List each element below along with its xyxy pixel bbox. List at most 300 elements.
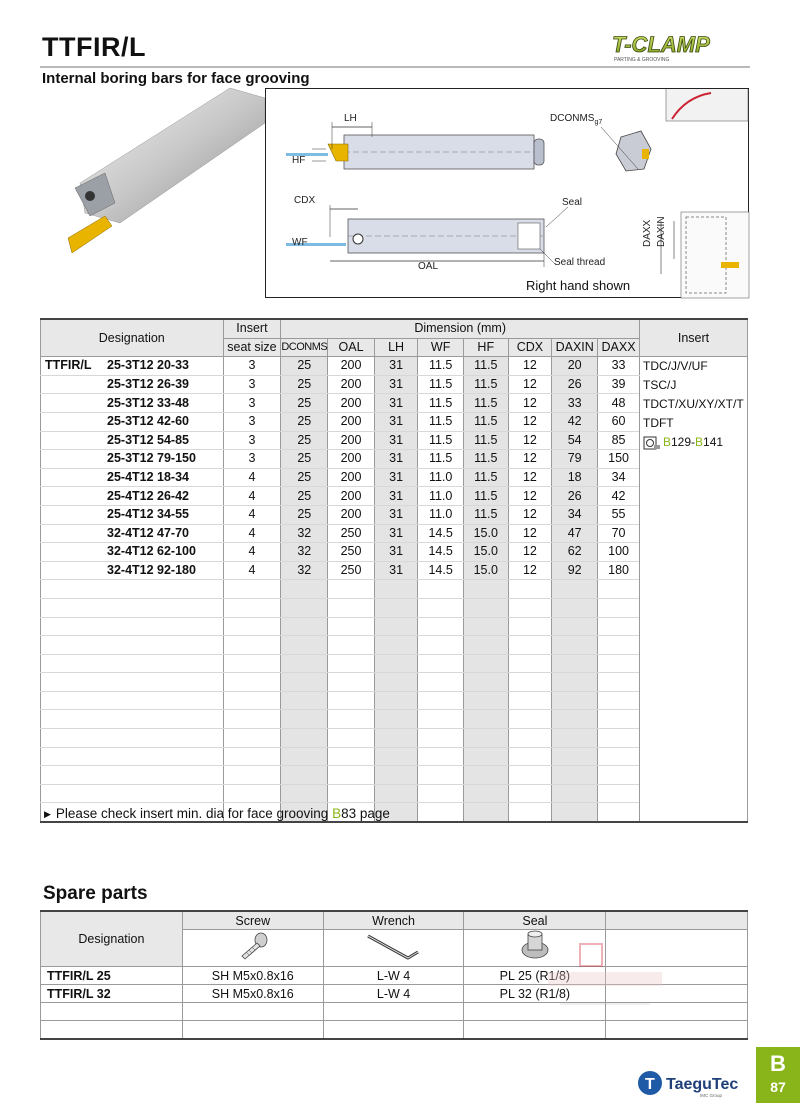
dimension-cell-lh: 31 (374, 487, 418, 506)
page-title: TTFIR/L (42, 32, 146, 62)
wrench-icon-cell (323, 930, 464, 967)
dimension-cell-cdx (508, 784, 552, 803)
header-daxx: DAXX (598, 338, 640, 357)
designation-code: 25-4T12 34-55 (107, 507, 190, 522)
label-daxx: DAXX (642, 219, 653, 247)
dimension-cell-daxx: 70 (598, 524, 640, 543)
dimension-cell-daxx: 33 (598, 357, 640, 376)
dimension-cell-lh: 31 (374, 524, 418, 543)
spare-wrench-cell (323, 1003, 464, 1021)
seat-size-cell (223, 654, 281, 673)
dimension-cell-daxin: 54 (552, 431, 598, 450)
header-hf: HF (463, 338, 508, 357)
dimension-cell-daxin: 26 (552, 487, 598, 506)
designation-code: 25-3T12 54-85 (107, 432, 190, 447)
dimension-cell-cdx (508, 617, 552, 636)
designation-cell (41, 412, 224, 431)
designation-cell (41, 747, 224, 766)
dimension-cell-oal (328, 710, 375, 729)
dimension-cell-dconms (281, 710, 328, 729)
seat-size-cell: 4 (223, 561, 281, 580)
dimension-cell-oal (328, 654, 375, 673)
dimension-cell-lh (374, 636, 418, 655)
page-subtitle: Internal boring bars for face grooving (42, 70, 310, 87)
dimension-cell-wf: 14.5 (418, 561, 464, 580)
dimension-cell-oal (328, 598, 375, 617)
dimension-cell-daxin: 79 (552, 450, 598, 469)
dimension-cell-oal (328, 673, 375, 692)
dimension-cell-hf (463, 673, 508, 692)
dimension-cell-oal: 250 (328, 561, 375, 580)
dimension-cell-cdx (508, 580, 552, 599)
label-lh: LH (344, 113, 357, 124)
section-letter: B (770, 1051, 786, 1076)
insert-type: TSC/J (642, 378, 677, 393)
designation-cell (41, 598, 224, 617)
designation-cell (41, 524, 224, 543)
label-cdx: CDX (294, 195, 316, 206)
dimension-cell-daxx (598, 598, 640, 617)
dimension-cell-daxx: 85 (598, 431, 640, 450)
header-lh: LH (374, 338, 418, 357)
t-clamp-logo (608, 30, 750, 66)
spare-screw-cell: SH M5x0.8x16 (182, 967, 323, 985)
designation-cell (41, 505, 224, 524)
dimension-cell-daxx: 55 (598, 505, 640, 524)
dimension-cell-oal (328, 766, 375, 785)
label-dconms-text: DCONMS (550, 113, 595, 124)
spare-header-screw: Screw (182, 911, 323, 930)
header-insert: Insert (639, 319, 747, 357)
dimension-cell-daxx (598, 710, 640, 729)
footnote-page: 83 page (341, 806, 390, 821)
dimension-cell-hf (463, 580, 508, 599)
dimension-cell-daxx: 48 (598, 394, 640, 413)
spare-header-designation: Designation (41, 911, 183, 967)
dimension-cell-oal: 200 (328, 375, 375, 394)
insert-type: TDFT (642, 416, 674, 431)
dimension-cell-lh: 31 (374, 505, 418, 524)
dimension-cell-oal (328, 580, 375, 599)
dimension-cell-dconms: 32 (281, 543, 328, 562)
dimension-cell-dconms: 25 (281, 412, 328, 431)
dimension-cell-daxin: 34 (552, 505, 598, 524)
dimension-cell-cdx (508, 747, 552, 766)
dimension-cell-cdx: 12 (508, 524, 552, 543)
dimension-cell-dconms (281, 691, 328, 710)
dimension-cell-wf: 11.5 (418, 450, 464, 469)
dimension-cell-wf (418, 691, 464, 710)
label-seal: Seal (562, 197, 583, 208)
dimension-cell-oal (328, 747, 375, 766)
ref-page: 141 (703, 435, 724, 450)
dimension-cell-wf (418, 580, 464, 599)
dimension-cell-cdx (508, 636, 552, 655)
designation-code: 32-4T12 62-100 (107, 544, 196, 559)
dimension-cell-lh (374, 710, 418, 729)
dimension-cell-daxx (598, 691, 640, 710)
spare-designation-cell: TTFIR/L 32 (41, 985, 183, 1003)
dimension-cell-wf: 14.5 (418, 543, 464, 562)
designation-code: 32-4T12 92-180 (107, 563, 196, 578)
dimension-cell-hf: 15.0 (463, 561, 508, 580)
designation-cell (41, 580, 224, 599)
dimension-cell-cdx (508, 766, 552, 785)
header-insert-seat-size-line1: Insert (223, 319, 281, 338)
dimension-cell-lh: 31 (374, 375, 418, 394)
header-insert-seat-size-line2: seat size (223, 338, 281, 357)
dimension-cell-daxx: 39 (598, 375, 640, 394)
seat-size-cell: 4 (223, 468, 281, 487)
dimension-cell-hf: 15.0 (463, 543, 508, 562)
dimension-cell-lh: 31 (374, 561, 418, 580)
insert-page-reference[interactable] (643, 433, 747, 452)
dimension-cell-cdx (508, 598, 552, 617)
dimension-cell-lh (374, 617, 418, 636)
dimension-cell-hf: 11.5 (463, 394, 508, 413)
spare-empty-cell (606, 1021, 748, 1040)
dimension-cell-dconms: 25 (281, 505, 328, 524)
dimension-cell-cdx: 12 (508, 431, 552, 450)
table-row (41, 357, 748, 376)
seat-size-cell (223, 729, 281, 748)
designation-cell (41, 636, 224, 655)
dimension-cell-daxx (598, 803, 640, 822)
dimension-cell-oal (328, 617, 375, 636)
spare-parts-title: Spare parts (43, 883, 148, 904)
triangle-bullet-icon: ▶ (44, 809, 51, 819)
insert-compatibility-cell (639, 357, 747, 822)
dimension-cell-wf (418, 673, 464, 692)
dimension-cell-oal: 200 (328, 431, 375, 450)
designation-cell (41, 710, 224, 729)
spare-header-wrench: Wrench (323, 911, 464, 930)
dimension-cell-daxin (552, 766, 598, 785)
dimension-cell-wf: 11.5 (418, 412, 464, 431)
dimension-cell-hf (463, 691, 508, 710)
label-dconms-tolerance: g7 (594, 119, 603, 126)
dimension-cell-daxin: 92 (552, 561, 598, 580)
dimension-cell-cdx: 12 (508, 505, 552, 524)
dimension-cell-hf: 11.5 (463, 431, 508, 450)
designation-cell (41, 691, 224, 710)
dimension-cell-daxin (552, 729, 598, 748)
designation-cell (41, 561, 224, 580)
designation-code: 25-4T12 26-42 (107, 488, 190, 503)
dimension-cell-daxin (552, 654, 598, 673)
dimension-cell-wf (418, 803, 464, 822)
designation-code: 25-3T12 26-39 (107, 377, 190, 392)
designation-code: 32-4T12 47-70 (107, 525, 190, 540)
dimension-cell-cdx: 12 (508, 375, 552, 394)
spare-screw-cell (182, 1003, 323, 1021)
designation-cell (41, 766, 224, 785)
seat-size-cell (223, 636, 281, 655)
dimension-cell-daxin (552, 747, 598, 766)
dimension-cell-dconms (281, 673, 328, 692)
dimension-cell-daxin (552, 636, 598, 655)
header-oal: OAL (328, 338, 375, 357)
title-divider (40, 66, 750, 68)
designation-cell (41, 729, 224, 748)
seat-size-cell: 3 (223, 412, 281, 431)
seat-size-cell: 3 (223, 431, 281, 450)
dimension-cell-daxin (552, 580, 598, 599)
insert-type: TDC/J/V/UF (642, 359, 708, 374)
spare-wrench-cell (323, 1021, 464, 1040)
spare-wrench-cell: L-W 4 (323, 967, 464, 985)
label-hf: HF (292, 155, 306, 166)
dimension-cell-wf (418, 710, 464, 729)
dimension-cell-daxin: 20 (552, 357, 598, 376)
dimension-cell-wf: 11.0 (418, 487, 464, 506)
dimension-cell-daxx: 60 (598, 412, 640, 431)
dimension-cell-oal: 250 (328, 543, 375, 562)
spare-header-empty (606, 911, 748, 930)
dimension-cell-wf (418, 654, 464, 673)
dimension-cell-daxin (552, 617, 598, 636)
watermark-logo (540, 940, 670, 1015)
dimension-cell-oal: 200 (328, 357, 375, 376)
ref-letter: B (695, 435, 704, 450)
footnote-ref-letter: B (332, 806, 342, 821)
seat-size-cell (223, 691, 281, 710)
dimension-cell-lh: 31 (374, 412, 418, 431)
dimension-cell-wf (418, 636, 464, 655)
seat-size-cell (223, 617, 281, 636)
spare-header-seal: Seal (464, 911, 606, 930)
svg-text:T: T (645, 1076, 655, 1093)
seat-size-cell: 3 (223, 394, 281, 413)
dimension-cell-hf: 11.5 (463, 505, 508, 524)
designation-cell (41, 431, 224, 450)
dimension-cell-daxin (552, 784, 598, 803)
dimension-cell-daxx: 150 (598, 450, 640, 469)
designation-cell (41, 357, 224, 376)
dimension-cell-daxx: 100 (598, 543, 640, 562)
dimension-cell-lh: 31 (374, 543, 418, 562)
dimension-cell-wf: 11.0 (418, 505, 464, 524)
dimension-cell-cdx (508, 654, 552, 673)
dimension-cell-hf: 11.5 (463, 487, 508, 506)
dimension-cell-hf: 11.5 (463, 375, 508, 394)
dimension-cell-hf (463, 654, 508, 673)
dimension-cell-wf: 11.5 (418, 394, 464, 413)
dimension-cell-dconms: 25 (281, 394, 328, 413)
dimension-cell-daxin: 26 (552, 375, 598, 394)
dimension-cell-dconms: 25 (281, 487, 328, 506)
designation-cell (41, 617, 224, 636)
dimension-cell-wf: 11.5 (418, 357, 464, 376)
seat-size-cell: 3 (223, 357, 281, 376)
dimension-cell-daxx: 34 (598, 468, 640, 487)
dimension-cell-lh (374, 729, 418, 748)
dimension-cell-oal (328, 784, 375, 803)
dimension-cell-oal (328, 691, 375, 710)
tool-photo (60, 88, 265, 268)
dimension-cell-lh: 31 (374, 357, 418, 376)
spare-screw-cell: SH M5x0.8x16 (182, 985, 323, 1003)
designation-cell (41, 543, 224, 562)
dimension-cell-daxin (552, 691, 598, 710)
seat-size-cell: 4 (223, 524, 281, 543)
dimension-cell-oal: 200 (328, 394, 375, 413)
logo-text: T-CLAMP (612, 32, 710, 57)
designation-code: 25-3T12 79-150 (107, 451, 196, 466)
spare-screw-cell (182, 1021, 323, 1040)
dimension-cell-dconms: 25 (281, 431, 328, 450)
dimension-cell-hf: 11.5 (463, 468, 508, 487)
dimension-cell-lh: 31 (374, 394, 418, 413)
dimension-cell-daxx (598, 766, 640, 785)
dimension-cell-cdx: 12 (508, 468, 552, 487)
designation-cell (41, 394, 224, 413)
designation-cell (41, 450, 224, 469)
dimension-cell-dconms (281, 729, 328, 748)
dimension-cell-daxx (598, 673, 640, 692)
seat-size-cell (223, 580, 281, 599)
dimension-cell-lh (374, 766, 418, 785)
spare-designation-cell (41, 1003, 183, 1021)
dimension-cell-daxin: 33 (552, 394, 598, 413)
label-oal: OAL (418, 261, 439, 272)
dimension-cell-lh (374, 747, 418, 766)
dimension-cell-wf: 11.0 (418, 468, 464, 487)
dimension-cell-wf (418, 617, 464, 636)
designation-cell (41, 784, 224, 803)
dimension-cell-daxin: 47 (552, 524, 598, 543)
footnote-text: Please check insert min. dia for face grooving (55, 806, 333, 821)
dimension-cell-hf (463, 784, 508, 803)
designation-cell (41, 654, 224, 673)
label-daxin: DAXIN (656, 216, 667, 247)
screw-icon (233, 931, 273, 961)
dimension-cell-dconms (281, 580, 328, 599)
seat-size-cell: 4 (223, 543, 281, 562)
dimension-cell-oal: 200 (328, 468, 375, 487)
dimension-cell-daxx: 42 (598, 487, 640, 506)
page-number: 87 (770, 1079, 786, 1095)
label-wf: WF (292, 237, 308, 248)
header-wf: WF (418, 338, 464, 357)
dimension-cell-cdx (508, 710, 552, 729)
dimension-cell-oal (328, 636, 375, 655)
dimension-cell-wf (418, 784, 464, 803)
dimension-cell-wf (418, 729, 464, 748)
designation-code: 25-3T12 33-48 (107, 395, 190, 410)
dimension-cell-dconms (281, 636, 328, 655)
dimension-cell-lh (374, 654, 418, 673)
dimension-cell-daxx (598, 636, 640, 655)
dimension-cell-cdx: 12 (508, 487, 552, 506)
dimension-cell-wf (418, 598, 464, 617)
header-daxin: DAXIN (552, 338, 598, 357)
dimension-cell-hf: 11.5 (463, 357, 508, 376)
dimension-cell-cdx (508, 691, 552, 710)
dimension-cell-lh: 31 (374, 450, 418, 469)
seat-size-cell: 4 (223, 505, 281, 524)
brand-name: TaeguTec (666, 1076, 739, 1093)
dimension-cell-hf (463, 766, 508, 785)
dimension-cell-hf (463, 598, 508, 617)
dimension-cell-daxx (598, 617, 640, 636)
dimension-cell-oal: 200 (328, 487, 375, 506)
dimension-cell-daxin (552, 803, 598, 822)
designation-cell (41, 487, 224, 506)
dimension-cell-hf (463, 729, 508, 748)
ref-page: 129- (671, 435, 696, 450)
dimension-cell-lh (374, 673, 418, 692)
spare-seal-cell: PL 32 (R1/8) (464, 985, 606, 1003)
dimension-cell-daxx (598, 784, 640, 803)
seat-size-cell (223, 747, 281, 766)
dimension-cell-dconms (281, 654, 328, 673)
dimension-cell-wf (418, 747, 464, 766)
dimension-cell-hf: 11.5 (463, 412, 508, 431)
label-seal-thread: Seal thread (554, 257, 606, 268)
designation-code: 25-3T12 42-60 (107, 414, 190, 429)
dimension-cell-lh: 31 (374, 468, 418, 487)
catalog-reference-icon (643, 436, 661, 450)
dimension-cell-hf (463, 617, 508, 636)
designation-prefix: TTFIR/L (45, 358, 92, 373)
dimension-cell-oal: 200 (328, 412, 375, 431)
dimension-cell-wf (418, 766, 464, 785)
ref-letter: B (662, 435, 671, 450)
seat-size-cell: 3 (223, 375, 281, 394)
seat-size-cell (223, 784, 281, 803)
dimension-cell-daxx: 180 (598, 561, 640, 580)
dimension-cell-cdx: 12 (508, 450, 552, 469)
seat-size-cell (223, 766, 281, 785)
spare-designation-cell: TTFIR/L 25 (41, 967, 183, 985)
label-dconms (550, 113, 602, 126)
spare-seal-cell (464, 1021, 606, 1040)
header-cdx: CDX (508, 338, 552, 357)
dimension-cell-hf (463, 636, 508, 655)
brand-subtitle: IMC Group (700, 1093, 723, 1098)
dimension-cell-hf: 11.5 (463, 450, 508, 469)
dimension-cell-dconms: 25 (281, 357, 328, 376)
designation-cell (41, 468, 224, 487)
dimension-cell-oal (328, 729, 375, 748)
dimension-cell-dconms (281, 747, 328, 766)
dimension-cell-wf: 14.5 (418, 524, 464, 543)
seat-size-cell (223, 598, 281, 617)
logo-tagline: PARTING & GROOVING (614, 57, 670, 63)
dimension-cell-daxin: 18 (552, 468, 598, 487)
dimension-cell-dconms: 32 (281, 524, 328, 543)
dimension-cell-oal: 200 (328, 450, 375, 469)
taegutec-logo (636, 1066, 748, 1100)
dimension-cell-daxin: 62 (552, 543, 598, 562)
dimension-cell-dconms (281, 617, 328, 636)
dimension-cell-cdx (508, 729, 552, 748)
designation-code: 25-3T12 20-33 (107, 358, 190, 373)
designation-cell (41, 673, 224, 692)
dimension-cell-daxin: 42 (552, 412, 598, 431)
dimension-cell-cdx: 12 (508, 412, 552, 431)
dimension-cell-lh (374, 580, 418, 599)
dimension-cell-daxx (598, 580, 640, 599)
dimension-cell-daxin (552, 673, 598, 692)
specification-table (40, 318, 748, 823)
dimension-cell-hf (463, 710, 508, 729)
screw-icon-cell (182, 930, 323, 967)
spare-wrench-cell: L-W 4 (323, 985, 464, 1003)
dimension-cell-oal: 250 (328, 524, 375, 543)
empty-spare-row (41, 1021, 748, 1040)
